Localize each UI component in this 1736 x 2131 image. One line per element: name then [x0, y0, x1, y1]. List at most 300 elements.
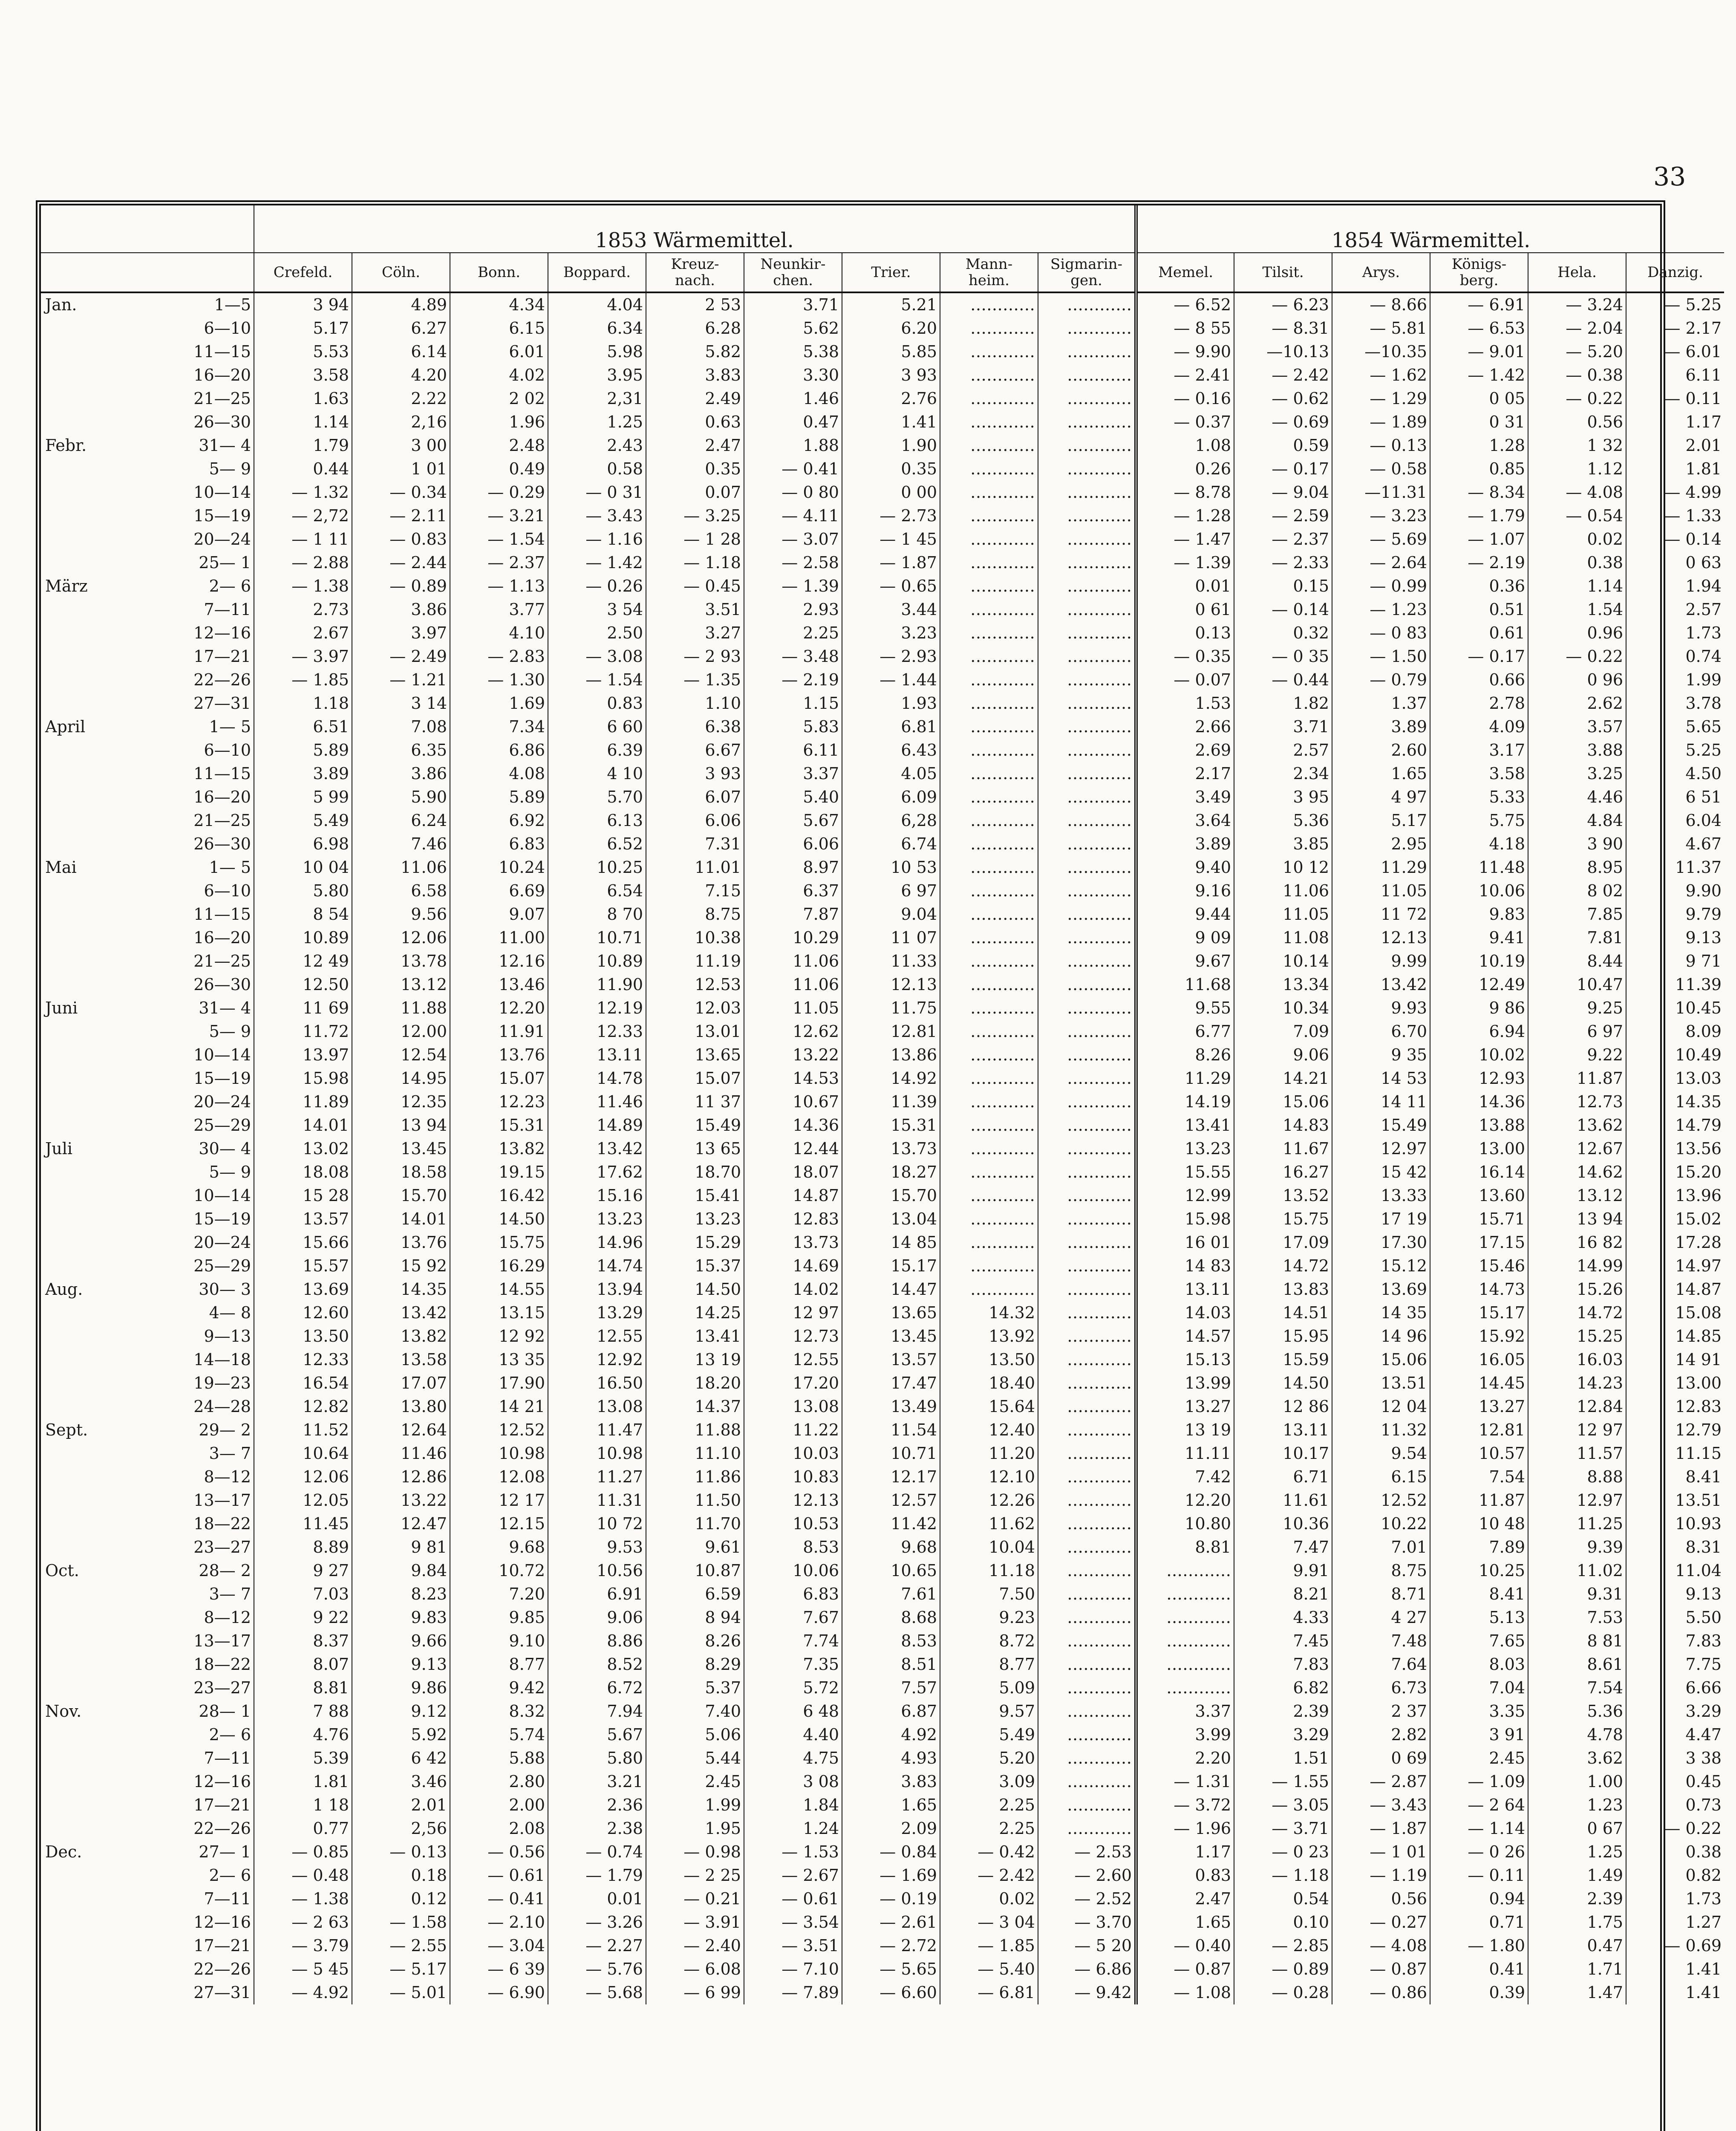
date-range-cell [41, 1278, 254, 1301]
value-cell: — 2.61 [842, 1911, 940, 1934]
value-cell: — 1.85 [940, 1934, 1038, 1958]
date-range-cell [41, 692, 254, 715]
value-cell: 3.86 [352, 762, 450, 785]
value-cell: 13.12 [352, 973, 450, 996]
value-cell: 3 95 [1234, 785, 1332, 809]
value-cell: 6.92 [450, 809, 548, 832]
value-cell: 3.64 [1136, 809, 1234, 832]
value-cell: — 3.97 [254, 645, 352, 668]
value-cell: 18.20 [646, 1372, 744, 1395]
value-cell: ………… [940, 340, 1038, 364]
value-cell: 4.92 [842, 1723, 940, 1747]
value-cell: 5.89 [450, 785, 548, 809]
date-range-cell [41, 903, 254, 926]
value-cell: — 5.65 [842, 1958, 940, 1981]
value-cell: — 1.29 [1332, 387, 1430, 410]
date-range: 26—30 [193, 975, 251, 994]
value-cell: — 1.50 [1332, 645, 1430, 668]
value-cell: — 0.17 [1430, 645, 1528, 668]
value-cell: 8.23 [352, 1582, 450, 1606]
value-cell: 14.62 [1528, 1161, 1626, 1184]
value-cell: 2.39 [1234, 1700, 1332, 1723]
value-cell: 10.98 [548, 1442, 646, 1465]
value-cell: 13.23 [548, 1207, 646, 1231]
value-cell: 11.47 [548, 1418, 646, 1442]
value-cell: ………… [1038, 1442, 1136, 1465]
value-cell: ………… [940, 692, 1038, 715]
value-cell: 13.76 [352, 1231, 450, 1254]
value-cell: 14.47 [842, 1278, 940, 1301]
value-cell: 10.04 [940, 1536, 1038, 1559]
value-cell: 13 19 [646, 1348, 744, 1372]
value-cell: ………… [940, 1020, 1038, 1043]
table-row [41, 996, 1724, 1020]
value-cell: — 6.52 [1136, 292, 1234, 317]
value-cell: 10 72 [548, 1512, 646, 1536]
value-cell: — 0.11 [1430, 1864, 1528, 1887]
value-cell: 6.14 [352, 340, 450, 364]
value-cell: 13.42 [548, 1137, 646, 1161]
value-cell: 6.58 [352, 879, 450, 903]
value-cell: 0.94 [1430, 1887, 1528, 1911]
value-cell: — 2.60 [1038, 1864, 1136, 1887]
value-cell: 15.71 [1430, 1207, 1528, 1231]
value-cell: 8.61 [1528, 1653, 1626, 1676]
value-cell: — 2.42 [1234, 364, 1332, 387]
value-cell: 15.75 [450, 1231, 548, 1254]
value-cell: — 1.44 [842, 668, 940, 692]
value-cell: 0.56 [1528, 410, 1626, 434]
value-cell: 8.89 [254, 1536, 352, 1559]
value-cell: 5.20 [940, 1747, 1038, 1770]
value-cell: 7.67 [744, 1606, 842, 1629]
table-row [41, 1278, 1724, 1301]
value-cell: 11.31 [548, 1489, 646, 1512]
value-cell: — 9.01 [1430, 340, 1528, 364]
value-cell: — 3.07 [744, 528, 842, 551]
value-cell: 14.32 [940, 1301, 1038, 1325]
value-cell: 15.07 [450, 1067, 548, 1090]
value-cell: — 5.01 [352, 1981, 450, 2004]
value-cell: 14.21 [1234, 1067, 1332, 1090]
date-range: 25—29 [193, 1256, 251, 1275]
value-cell: 13.23 [646, 1207, 744, 1231]
value-cell: 9.04 [842, 903, 940, 926]
value-cell: 1.63 [254, 387, 352, 410]
value-cell: 0.45 [1626, 1770, 1724, 1793]
value-cell: ………… [940, 575, 1038, 598]
table-body [41, 292, 1724, 2004]
temperature-table [41, 205, 1724, 2004]
value-cell: 8.86 [548, 1629, 646, 1653]
value-cell: 8.97 [744, 856, 842, 879]
value-cell: ………… [1038, 1629, 1136, 1653]
table-row [41, 1184, 1724, 1207]
value-cell: 15 28 [254, 1184, 352, 1207]
date-range: 27— 1 [199, 1842, 251, 1861]
value-cell: — 0.21 [646, 1887, 744, 1911]
table-row [41, 504, 1724, 528]
date-range: 23—27 [193, 1538, 251, 1556]
column-header: Kreuz- nach. [646, 253, 744, 292]
value-cell: ………… [1038, 1489, 1136, 1512]
value-cell: — 3.71 [1234, 1817, 1332, 1840]
value-cell: 0.01 [548, 1887, 646, 1911]
value-cell: 11 37 [646, 1090, 744, 1114]
value-cell: 15.64 [940, 1395, 1038, 1418]
value-cell: 1.17 [1136, 1840, 1234, 1864]
value-cell: 15.06 [1234, 1090, 1332, 1114]
value-cell: 0.36 [1430, 575, 1528, 598]
value-cell: 13 65 [646, 1137, 744, 1161]
month-label: März [45, 577, 88, 595]
value-cell: 12.93 [1430, 1067, 1528, 1090]
date-range: 12—16 [193, 1772, 251, 1791]
value-cell: ………… [940, 762, 1038, 785]
value-cell: — 1.08 [1136, 1981, 1234, 2004]
value-cell: 8.21 [1234, 1582, 1332, 1606]
value-cell: 0.41 [1430, 1958, 1528, 1981]
date-range: 10—14 [193, 483, 251, 502]
value-cell: 13.33 [1332, 1184, 1430, 1207]
value-cell: ………… [1136, 1606, 1234, 1629]
value-cell: 10.25 [1430, 1559, 1528, 1582]
value-cell: 1.14 [254, 410, 352, 434]
value-cell: 13.08 [548, 1395, 646, 1418]
value-cell: — 2.19 [1430, 551, 1528, 575]
value-cell: — 1.62 [1332, 364, 1430, 387]
value-cell: — 1 01 [1332, 1840, 1430, 1864]
value-cell: ………… [1038, 317, 1136, 340]
value-cell: 13.80 [352, 1395, 450, 1418]
value-cell: 1.23 [1528, 1793, 1626, 1817]
value-cell: 10.34 [1234, 996, 1332, 1020]
date-range-cell [41, 1629, 254, 1653]
value-cell: 7.75 [1626, 1653, 1724, 1676]
value-cell: 8 70 [548, 903, 646, 926]
value-cell: ………… [940, 387, 1038, 410]
value-cell: 1 01 [352, 457, 450, 481]
date-range: 12—16 [193, 624, 251, 642]
value-cell: 4.18 [1430, 832, 1528, 856]
value-cell: 7.74 [744, 1629, 842, 1653]
value-cell: 5.83 [744, 715, 842, 739]
value-cell: — 2.27 [548, 1934, 646, 1958]
value-cell: 14 91 [1626, 1348, 1724, 1372]
value-cell: 7.01 [1332, 1536, 1430, 1559]
value-cell: 6.83 [744, 1582, 842, 1606]
value-cell: 11.06 [1234, 879, 1332, 903]
value-cell: 5.13 [1430, 1606, 1528, 1629]
value-cell: 0.26 [1136, 457, 1234, 481]
date-range: 2— 6 [209, 1725, 251, 1744]
column-header: Mann- heim. [940, 253, 1038, 292]
value-cell: — 2.37 [1234, 528, 1332, 551]
table-row [41, 340, 1724, 364]
value-cell: ………… [1038, 996, 1136, 1020]
month-label: Febr. [45, 436, 87, 455]
value-cell: ………… [940, 551, 1038, 575]
value-cell: — 1.28 [1136, 504, 1234, 528]
value-cell: 14.79 [1626, 1114, 1724, 1137]
value-cell: 10.64 [254, 1442, 352, 1465]
table-row [41, 1770, 1724, 1793]
table-header [41, 205, 1724, 292]
value-cell: 15.49 [646, 1114, 744, 1137]
value-cell: 15.31 [842, 1114, 940, 1137]
value-cell: 13 35 [450, 1348, 548, 1372]
table-row [41, 668, 1724, 692]
date-range: 14—18 [193, 1350, 251, 1369]
value-cell: 9 09 [1136, 926, 1234, 950]
date-range: 17—21 [193, 647, 251, 666]
date-range-cell [41, 551, 254, 575]
value-cell: 1.25 [548, 410, 646, 434]
date-range-cell [41, 739, 254, 762]
value-cell: — 3.04 [450, 1934, 548, 1958]
date-range: 7—11 [204, 1749, 251, 1767]
value-cell: 7.54 [1430, 1465, 1528, 1489]
month-label: Nov. [45, 1702, 82, 1721]
value-cell: 13.73 [744, 1231, 842, 1254]
value-cell: — 1.09 [1430, 1770, 1528, 1793]
value-cell: 7.64 [1332, 1653, 1430, 1676]
value-cell: — 1.33 [1626, 504, 1724, 528]
value-cell: 7.08 [352, 715, 450, 739]
value-cell: 0.47 [1528, 1934, 1626, 1958]
value-cell: 12.03 [646, 996, 744, 1020]
value-cell: 9.91 [1234, 1559, 1332, 1582]
value-cell: — 0.74 [548, 1840, 646, 1864]
value-cell: — 6 99 [646, 1981, 744, 2004]
date-range-cell [41, 387, 254, 410]
value-cell: — 2,72 [254, 504, 352, 528]
value-cell: 5.38 [744, 340, 842, 364]
value-cell: 7.81 [1528, 926, 1626, 950]
value-cell: 7.40 [646, 1700, 744, 1723]
value-cell: 11.29 [1136, 1067, 1234, 1090]
date-range-cell [41, 364, 254, 387]
value-cell: 12.57 [842, 1489, 940, 1512]
value-cell: 15.12 [1332, 1254, 1430, 1278]
value-cell: 12.10 [940, 1465, 1038, 1489]
value-cell: — 2.52 [1038, 1887, 1136, 1911]
value-cell: — 1.18 [1234, 1864, 1332, 1887]
value-cell: 2.25 [940, 1817, 1038, 1840]
value-cell: 2.45 [1430, 1747, 1528, 1770]
date-range: 31— 4 [199, 436, 251, 455]
value-cell: ………… [1038, 1512, 1136, 1536]
value-cell: 1.46 [744, 387, 842, 410]
value-cell: 13.99 [1136, 1372, 1234, 1395]
value-cell: 9 22 [254, 1606, 352, 1629]
value-cell: ………… [940, 504, 1038, 528]
value-cell: 12.40 [940, 1418, 1038, 1442]
value-cell: 10.29 [744, 926, 842, 950]
value-cell: 14.45 [1430, 1372, 1528, 1395]
value-cell: 6.13 [548, 809, 646, 832]
value-cell: — 1.23 [1332, 598, 1430, 621]
value-cell: 13.27 [1136, 1395, 1234, 1418]
value-cell: 10.06 [744, 1559, 842, 1582]
value-cell: 10.57 [1430, 1442, 1528, 1465]
value-cell: 8.03 [1430, 1653, 1528, 1676]
value-cell: 10 48 [1430, 1512, 1528, 1536]
value-cell: 11 69 [254, 996, 352, 1020]
value-cell: — 1.39 [744, 575, 842, 598]
value-cell: 14.36 [1430, 1090, 1528, 1114]
value-cell: — 2.72 [842, 1934, 940, 1958]
value-cell: ………… [1038, 504, 1136, 528]
value-cell: ………… [1038, 1700, 1136, 1723]
value-cell: 16.14 [1430, 1161, 1528, 1184]
date-range-cell [41, 292, 254, 317]
value-cell: 9.31 [1528, 1582, 1626, 1606]
value-cell: 0.54 [1234, 1887, 1332, 1911]
table-row [41, 762, 1724, 785]
value-cell: 14.02 [744, 1278, 842, 1301]
value-cell: — 1.39 [1136, 551, 1234, 575]
value-cell: 2.60 [1332, 739, 1430, 762]
value-cell: — 1.54 [450, 528, 548, 551]
value-cell: 0.47 [744, 410, 842, 434]
value-cell: 12.26 [940, 1489, 1038, 1512]
value-cell: 15.98 [254, 1067, 352, 1090]
value-cell: 8.29 [646, 1653, 744, 1676]
value-cell: — 0.44 [1234, 668, 1332, 692]
month-label: Mai [45, 858, 77, 877]
value-cell: 9.68 [450, 1536, 548, 1559]
date-range-cell [41, 1582, 254, 1606]
date-range-cell [41, 668, 254, 692]
value-cell: 12.06 [352, 926, 450, 950]
value-cell: 9.84 [352, 1559, 450, 1582]
value-cell: 11 72 [1332, 903, 1430, 926]
column-header: Boppard. [548, 253, 646, 292]
value-cell: 0.85 [1430, 457, 1528, 481]
value-cell: 10.83 [744, 1465, 842, 1489]
table-row [41, 457, 1724, 481]
value-cell: 12.20 [450, 996, 548, 1020]
date-range-cell [41, 879, 254, 903]
value-cell: 7.65 [1430, 1629, 1528, 1653]
value-cell: 6 60 [548, 715, 646, 739]
value-cell: — 5.69 [1332, 528, 1430, 551]
value-cell: 1.08 [1136, 434, 1234, 457]
value-cell: 8.41 [1430, 1582, 1528, 1606]
value-cell: 7 88 [254, 1700, 352, 1723]
date-range-cell [41, 1020, 254, 1043]
date-range: 1—5 [214, 295, 251, 314]
value-cell: — 5.81 [1332, 317, 1430, 340]
value-cell: 13.60 [1430, 1184, 1528, 1207]
value-cell: 2.66 [1136, 715, 1234, 739]
date-range: 26—30 [193, 834, 251, 853]
value-cell: 8.07 [254, 1653, 352, 1676]
value-cell: 9.86 [352, 1676, 450, 1700]
value-cell: — 0.85 [254, 1840, 352, 1864]
value-cell: ………… [1038, 551, 1136, 575]
value-cell: 1 32 [1528, 434, 1626, 457]
value-cell: 2.57 [1234, 739, 1332, 762]
date-range-cell [41, 1161, 254, 1184]
value-cell: 12.73 [744, 1325, 842, 1348]
value-cell: 6.94 [1430, 1020, 1528, 1043]
value-cell: — 0.22 [1528, 387, 1626, 410]
value-cell: — 2.73 [842, 504, 940, 528]
header-blank [41, 205, 254, 253]
value-cell: — 1.42 [548, 551, 646, 575]
value-cell: 11.06 [744, 950, 842, 973]
value-cell: 14.01 [254, 1114, 352, 1137]
value-cell: ………… [1038, 1348, 1136, 1372]
value-cell: 15.95 [1234, 1325, 1332, 1348]
value-cell: 11.39 [842, 1090, 940, 1114]
value-cell: 11.89 [254, 1090, 352, 1114]
value-cell: 13.45 [352, 1137, 450, 1161]
date-range: 8—12 [204, 1467, 251, 1486]
value-cell: 12.86 [352, 1465, 450, 1489]
value-cell: 8.68 [842, 1606, 940, 1629]
value-cell: 14 11 [1332, 1090, 1430, 1114]
value-cell: 9.67 [1136, 950, 1234, 973]
value-cell: — 2.11 [352, 504, 450, 528]
value-cell: 13.78 [352, 950, 450, 973]
value-cell: 3.09 [940, 1770, 1038, 1793]
value-cell: 9.83 [352, 1606, 450, 1629]
value-cell: ………… [940, 481, 1038, 504]
date-range-cell [41, 715, 254, 739]
table-row [41, 645, 1724, 668]
value-cell: 15.16 [548, 1184, 646, 1207]
value-cell: 14.69 [744, 1254, 842, 1278]
value-cell: — 2 25 [646, 1864, 744, 1887]
column-header: Bonn. [450, 253, 548, 292]
value-cell: 5.70 [548, 785, 646, 809]
value-cell: — 2.85 [1234, 1934, 1332, 1958]
value-cell: 7.04 [1430, 1676, 1528, 1700]
date-range: 21—25 [193, 811, 251, 830]
value-cell: 10.22 [1332, 1512, 1430, 1536]
value-cell: 13.65 [646, 1043, 744, 1067]
value-cell: 8.09 [1626, 1020, 1724, 1043]
value-cell: 5.36 [1528, 1700, 1626, 1723]
table-row [41, 950, 1724, 973]
value-cell: 2.17 [1136, 762, 1234, 785]
column-header: Neunkir- chen. [744, 253, 842, 292]
table-row [41, 1442, 1724, 1465]
value-cell: 13.52 [1234, 1184, 1332, 1207]
value-cell: 14.89 [548, 1114, 646, 1137]
value-cell: 14.03 [1136, 1301, 1234, 1325]
value-cell: 12 97 [744, 1301, 842, 1325]
value-cell: 3 91 [1430, 1723, 1528, 1747]
value-cell: 12.20 [1136, 1489, 1234, 1512]
value-cell: 3.99 [1136, 1723, 1234, 1747]
value-cell: — 1.69 [842, 1864, 940, 1887]
value-cell: 6.06 [744, 832, 842, 856]
value-cell: 9.68 [842, 1536, 940, 1559]
value-cell: 12 04 [1332, 1395, 1430, 1418]
date-range: 1— 5 [209, 717, 251, 736]
value-cell: 3.88 [1528, 739, 1626, 762]
date-range: 30— 3 [199, 1280, 251, 1299]
value-cell: ………… [940, 645, 1038, 668]
date-range: 7—11 [204, 1889, 251, 1908]
value-cell: 9.12 [352, 1700, 450, 1723]
value-cell: 6.28 [646, 317, 744, 340]
value-cell: 13.65 [842, 1301, 940, 1325]
